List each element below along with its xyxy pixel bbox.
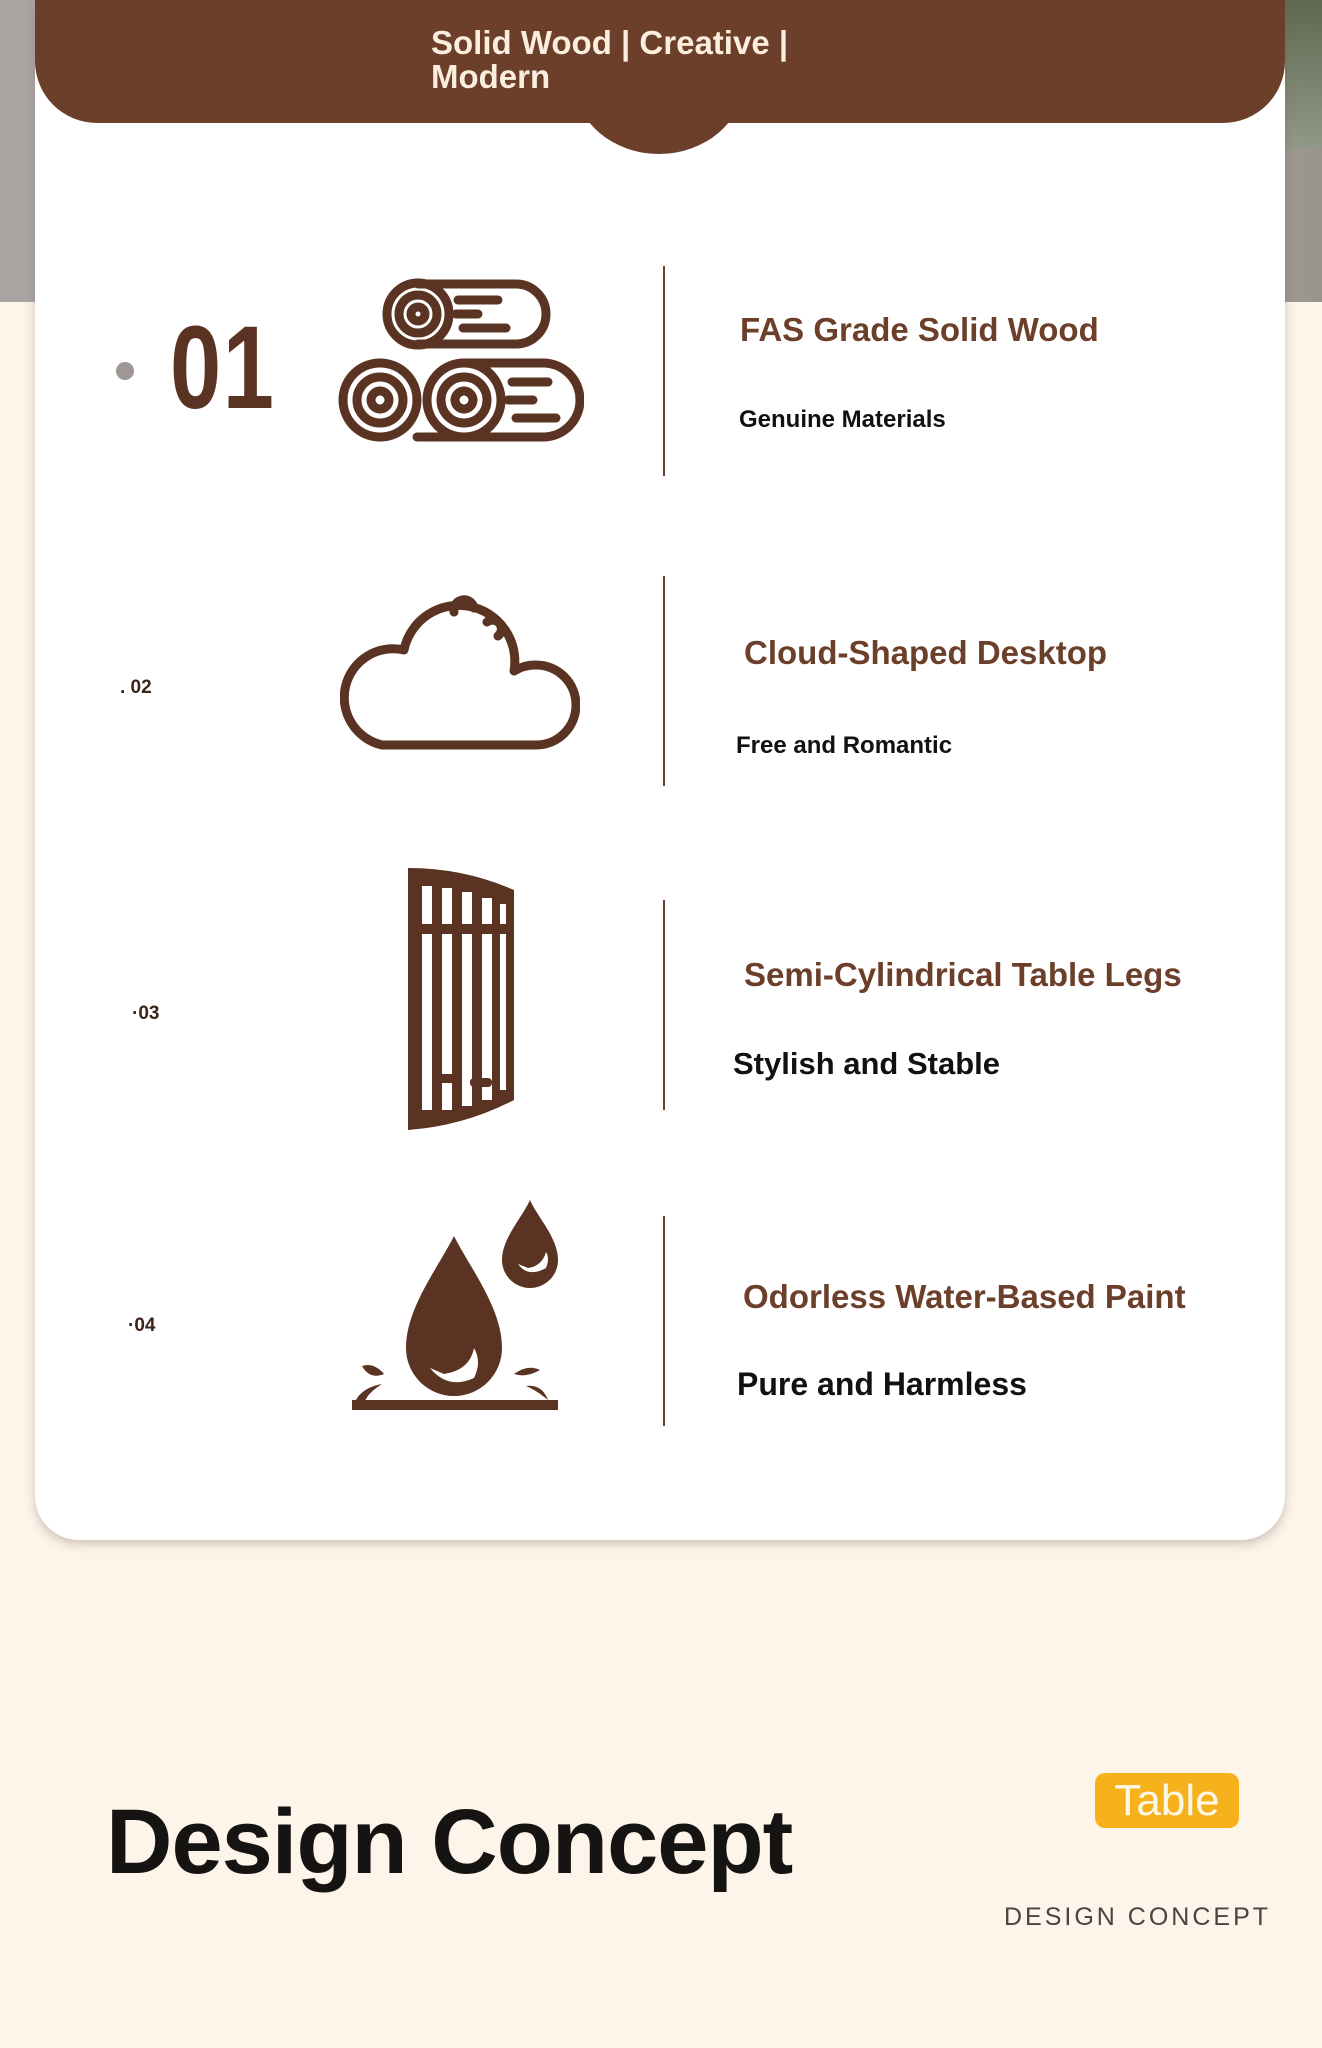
number-dot [116,362,134,380]
feature-subtitle-4: Pure and Harmless [737,1366,1027,1402]
divider-4 [663,1216,665,1426]
divider-3 [663,900,665,1110]
feature-number-1: 01 [170,302,276,434]
feature-title-4: Odorless Water-Based Paint [743,1278,1186,1315]
feature-number-3: ·03 [132,1003,160,1024]
feature-title-1: FAS Grade Solid Wood [740,311,1099,348]
banner-title: Solid Wood | Creative | Modern [431,24,789,95]
cloud-icon [340,588,580,752]
plant-decoration [1282,0,1322,150]
design-concept-title: Design Concept [106,1791,793,1893]
design-concept-subtitle: DESIGN CONCEPT [1004,1903,1272,1931]
feature-subtitle-2: Free and Romantic [736,732,953,759]
feature-number-4: ·04 [128,1315,156,1336]
table-leg-icon [404,864,518,1132]
feature-number-2: . 02 [120,677,152,698]
feature-title-2: Cloud-Shaped Desktop [744,634,1108,671]
feature-subtitle-3: Stylish and Stable [733,1046,1001,1081]
divider-1 [663,266,665,476]
logs-icon [338,278,584,446]
water-drops-icon [350,1198,564,1412]
feature-subtitle-1: Genuine Materials [739,406,946,433]
divider-2 [663,576,665,786]
table-badge: Table [1095,1773,1239,1828]
feature-title-3: Semi-Cylindrical Table Legs [744,956,1182,993]
